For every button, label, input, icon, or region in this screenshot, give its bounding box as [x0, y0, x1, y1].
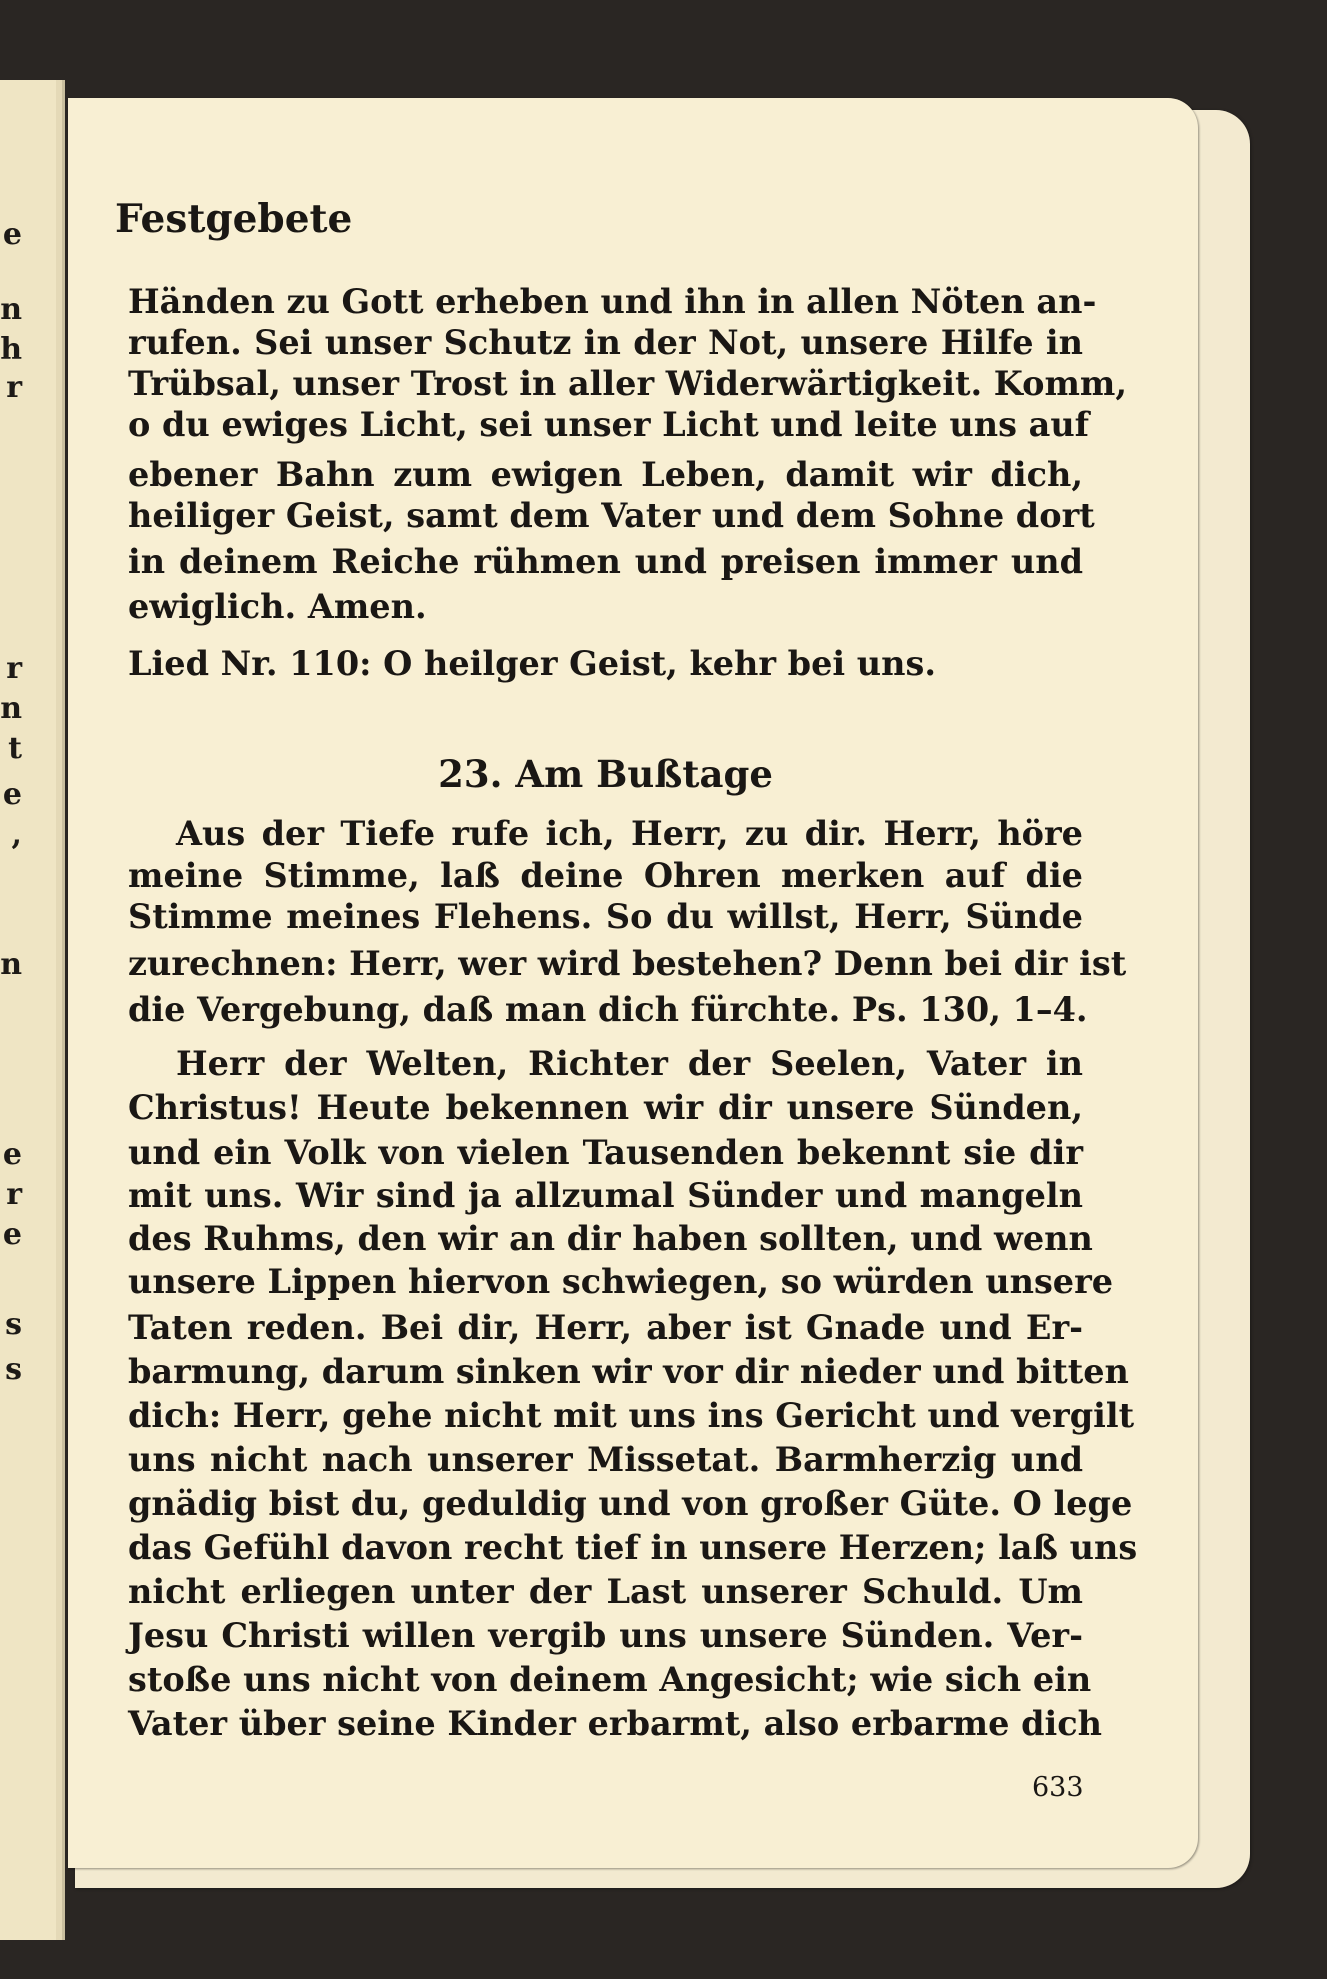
text-line: barmung, darum sinken wir vor dir nieder und bitten	[128, 1352, 1129, 1391]
left-page-fragment: e	[2, 777, 22, 812]
text-line: gnädig bist du, geduldig und von großer Güte. O lege	[128, 1484, 1133, 1523]
spine-edge	[56, 80, 62, 1940]
text-line: nicht erliegen unter der Last unserer Schuld. Um	[128, 1572, 1083, 1611]
text-line: die Vergebung, daß man dich fürchte. Ps. 130, 1–4.	[128, 990, 1088, 1029]
text-line: Stimme meines Flehens. So du willst, Herr, Sünde	[128, 897, 1083, 936]
left-page-fragment: h	[0, 332, 22, 367]
left-page-fragment: ,	[11, 817, 22, 852]
text-line: Händen zu Gott erheben und ihn in allen Nöten an-	[128, 282, 1097, 321]
left-page-fragment: r	[6, 1177, 22, 1212]
text-line: Aus der Tiefe rufe ich, Herr, zu dir. Herr, höre	[176, 814, 1083, 853]
left-page-fragment: s	[5, 1307, 22, 1342]
text-line: das Gefühl davon recht tief in unsere Herzen; laß uns	[128, 1528, 1138, 1567]
text-line: des Ruhms, den wir an dir haben sollten, und wenn	[128, 1219, 1093, 1258]
text-line: Taten reden. Bei dir, Herr, aber ist Gnade und Er-	[128, 1308, 1083, 1347]
text-line: ewiglich. Amen.	[128, 587, 427, 626]
text-line: dich: Herr, gehe nicht mit uns ins Gericht und vergilt	[128, 1396, 1135, 1435]
text-line: Vater über seine Kinder erbarmt, also erbarme dich	[128, 1704, 1102, 1743]
text-line: und ein Volk von vielen Tausenden bekennt sie dir	[128, 1133, 1083, 1172]
text-line: Christus! Heute bekennen wir dir unsere Sünden,	[128, 1088, 1083, 1127]
left-page-fragment: t	[8, 731, 22, 766]
left-page-edge	[0, 80, 65, 1940]
left-page-fragment: n	[0, 292, 22, 327]
text-line: meine Stimme, laß deine Ohren merken auf die	[128, 856, 1083, 895]
left-page-fragment: n	[0, 691, 22, 726]
left-page-fragment: e	[2, 1217, 22, 1252]
text-line: Jesu Christi willen vergib uns unsere Sünden. Ver-	[128, 1616, 1083, 1655]
left-page-fragment: e	[2, 217, 22, 252]
left-page-fragment: r	[6, 370, 22, 405]
hymn-reference: Lied Nr. 110: O heilger Geist, kehr bei uns.	[128, 644, 937, 683]
left-page-fragment: e	[2, 1137, 22, 1172]
text-line: ebener Bahn zum ewigen Leben, damit wir dich,	[128, 455, 1083, 494]
text-line: Trübsal, unser Trost in aller Widerwärtigkeit. Komm,	[128, 364, 1128, 403]
section-heading: 23. Am Bußtage	[438, 752, 773, 796]
page-number: 633	[1032, 1772, 1084, 1803]
left-page-fragment: n	[0, 947, 22, 982]
text-line: zurechnen: Herr, wer wird bestehen? Denn bei dir ist	[128, 944, 1127, 983]
left-page-fragment: r	[6, 651, 22, 686]
text-line: uns nicht nach unserer Missetat. Barmherzig und	[128, 1440, 1083, 1479]
text-line: o du ewiges Licht, sei unser Licht und leite uns auf	[128, 405, 1090, 444]
text-line: Herr der Welten, Richter der Seelen, Vater in	[176, 1044, 1083, 1083]
text-line: mit uns. Wir sind ja allzumal Sünder und mangeln	[128, 1176, 1083, 1215]
text-line: rufen. Sei unser Schutz in der Not, unsere Hilfe in	[128, 323, 1083, 362]
text-line: stoße uns nicht von deinem Angesicht; wie sich ein	[128, 1660, 1092, 1699]
running-head: Festgebete	[115, 196, 353, 242]
text-line: unsere Lippen hiervon schwiegen, so würden unsere	[128, 1262, 1114, 1301]
left-page-fragment: s	[5, 1352, 22, 1387]
text-line: heiliger Geist, samt dem Vater und dem Sohne dort	[128, 496, 1095, 535]
text-line: in deinem Reiche rühmen und preisen immer und	[128, 542, 1083, 581]
